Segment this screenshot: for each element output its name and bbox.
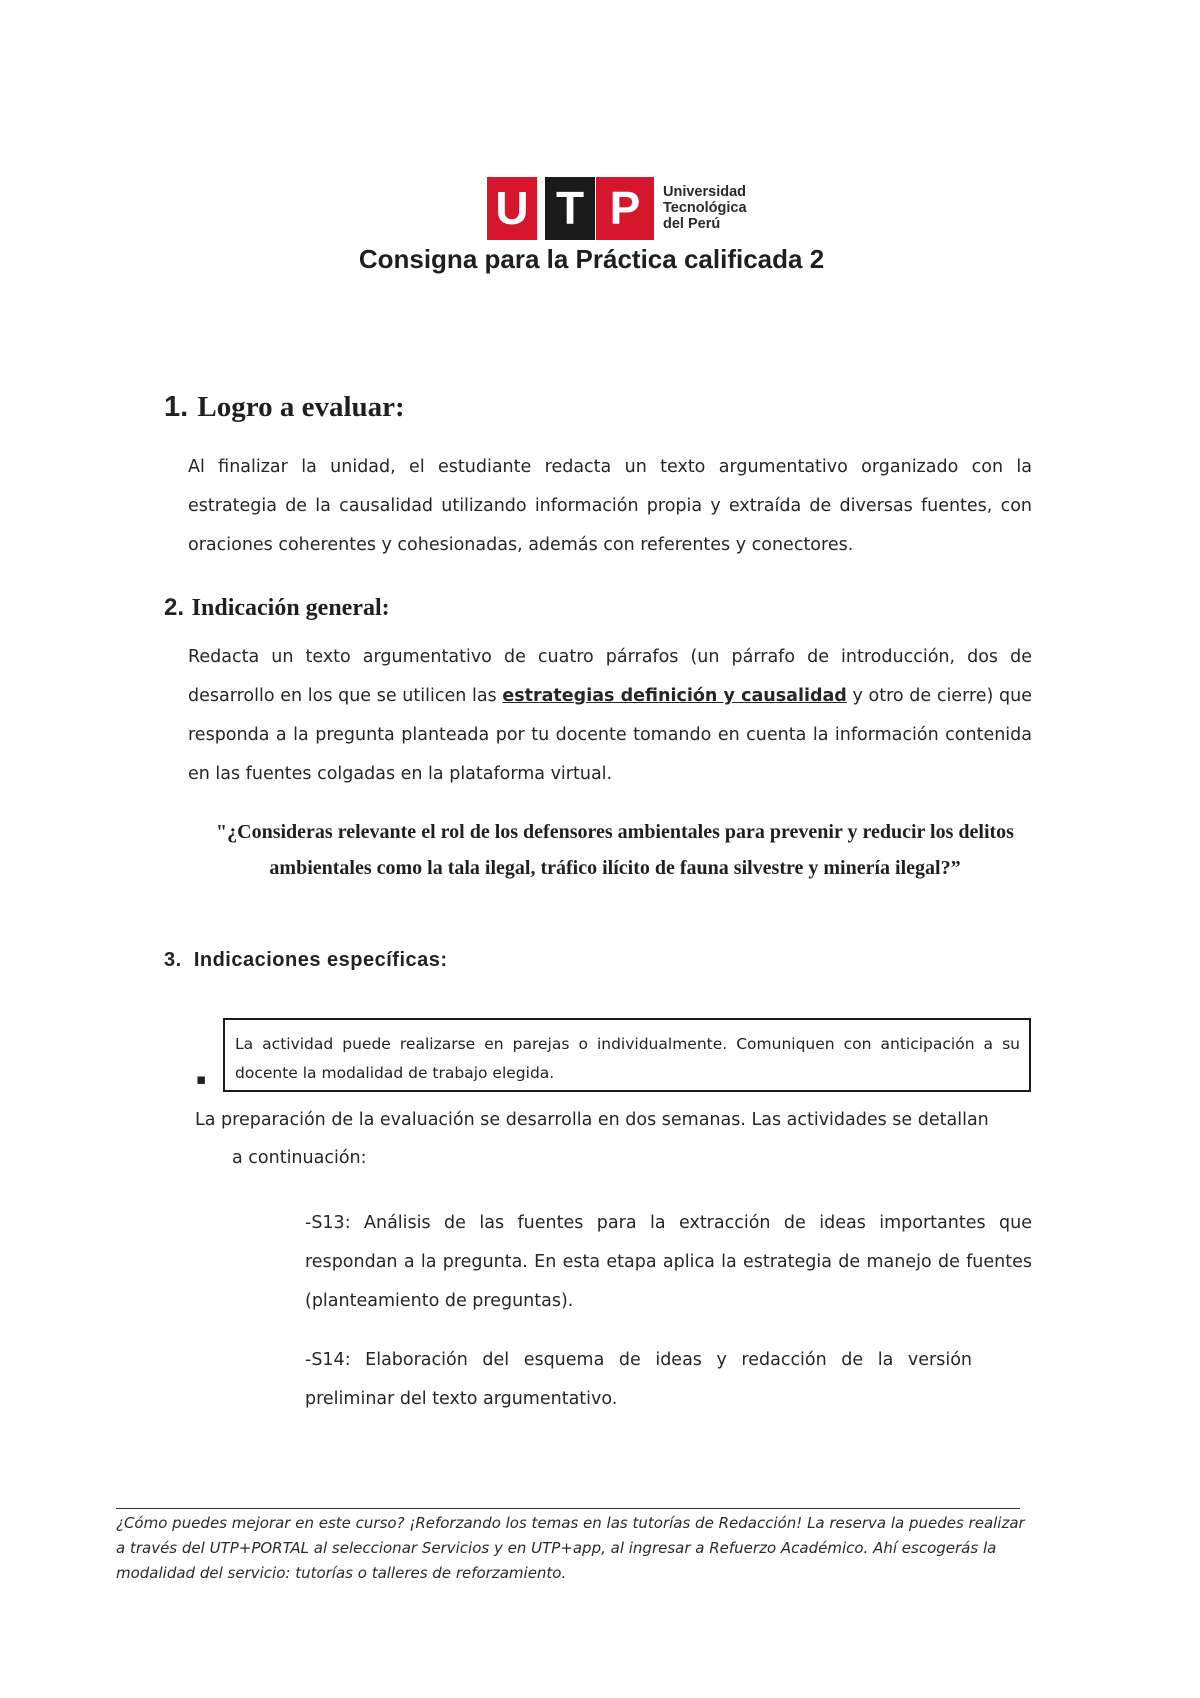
section-1-title: Logro a evaluar: xyxy=(197,391,405,423)
section-2-title: Indicación general: xyxy=(191,595,390,621)
section-1-paragraph: Al finalizar la unidad, el estudiante redacta un texto argumentativo organizado con la estrategia de la causalidad utilizando información propia y extraída de diversas fuentes, con oraciones coherentes y cohesionadas, además con referentes y conectores. xyxy=(188,457,1032,555)
section-1-heading xyxy=(164,389,405,424)
logo-line-1: Universidad xyxy=(663,184,746,200)
bullet-icon: ▪ xyxy=(196,1070,207,1088)
logo-line-2: Tecnológica xyxy=(663,200,747,216)
activity-s13: -S13: Análisis de las fuentes para la extracción de ideas importantes que respondan a la pregunta. En esta etapa aplica la estrategia de manejo de fuentes (planteamiento de preguntas). xyxy=(305,1213,1032,1311)
footer-divider xyxy=(116,1508,1020,1509)
section-2-number: 2. xyxy=(164,594,185,621)
section-3-heading xyxy=(164,949,448,972)
guiding-question: "¿Consideras relevante el rol de los defensores ambientales para prevenir y reducir los delitos ambientales como la tala ilegal, tráfico ilícito de fauna silvestre y minería ilegal?” xyxy=(216,821,1014,879)
section-3-number: 3. xyxy=(164,949,182,971)
paragraph-text-before: Redacta un texto argumentativo de cuatro párrafos (un párrafo de introducción, dos de desarrollo en los que se utilicen las xyxy=(188,647,1032,706)
section-2-heading xyxy=(164,593,390,622)
logo-letter-t: T xyxy=(545,177,595,240)
document-title: Consigna para la Práctica calificada 2 xyxy=(358,244,825,274)
utp-logo xyxy=(487,177,747,240)
paragraph-text-after: y otro de cierre) que responda a la pregunta planteada por tu docente tomando en cuenta la información contenida en las fuentes colgadas en la plataforma virtual. xyxy=(188,686,1032,784)
logo-university-name xyxy=(663,184,747,232)
section-1-number: 1. xyxy=(164,391,189,423)
footer-note: ¿Cómo puedes mejorar en este curso? ¡Reforzando los temas en las tutorías de Redacción! La reserva la puedes realizar a través del UTP+PORTAL al seleccionar Servicios y en UTP+app, al ingresar a Refuerzo Académico. Ahí escogerás la modalidad del servicio: tutorías o talleres de reforzamiento. xyxy=(116,1514,1025,1582)
section-3-title: Indicaciones específicas: xyxy=(193,949,448,971)
intro-line-2: a continuación: xyxy=(232,1148,367,1168)
logo-letter-p: P xyxy=(596,177,654,240)
logo-letter-u: U xyxy=(487,177,537,240)
note-text: La actividad puede realizarse en parejas o individualmente. Comuniquen con anticipación a su docente la modalidad de trabajo elegida. xyxy=(235,1035,1020,1082)
logo-line-3: del Perú xyxy=(663,216,721,232)
intro-line-1: La preparación de la evaluación se desarrolla en dos semanas. Las actividades se detallan xyxy=(195,1110,989,1130)
section-2-paragraph xyxy=(188,638,1032,794)
activity-s14: -S14: Elaboración del esquema de ideas y redacción de la versión preliminar del texto argumentativo. xyxy=(305,1350,972,1409)
note-box xyxy=(223,1018,1031,1092)
emphasis-strategies: estrategias definición y causalidad xyxy=(502,686,847,706)
